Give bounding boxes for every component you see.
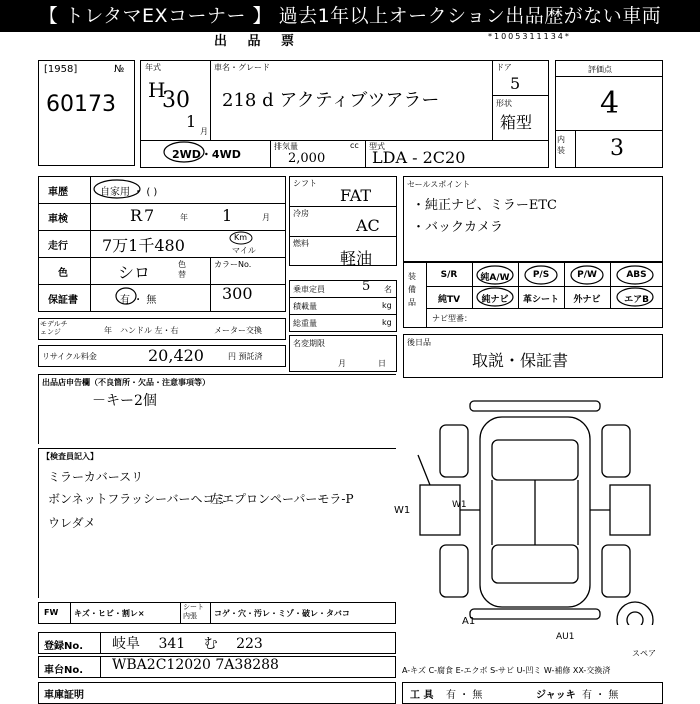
equipment-circles [426,262,663,308]
car-damage-diagram [400,395,670,625]
recycle-value: 20,420 [148,346,204,365]
name-label: 車名・グレード [214,63,270,72]
displacement-label: 排気量 [274,142,298,151]
seller-notes-label: 出品店申告欄（不良箇所・欠品・注意事項等） [42,378,210,387]
door-label: ドア [496,63,512,72]
garage-cert-label: 車庫証明 [44,690,84,701]
name-change-day: 日 [378,359,386,368]
history-value: 自家用 ・ ( ) [100,187,158,198]
color-change: 色替 [178,260,186,279]
warranty-circle [114,286,138,306]
model-change-meter: メーター交換 [214,326,262,335]
gross-label: 総重量 [293,319,317,328]
chassis-value: WBA2C12020 7A38288 [112,657,279,673]
sheet-barcode-text: *1005311134* [488,32,571,41]
warranty-options: 有 ・ 無 [120,295,157,306]
capacity-value: 5 [362,279,371,294]
gross-unit: kg [382,318,392,327]
name-change-label: 名変期限 [293,339,325,348]
equip-navi: 純ナビ [481,295,509,305]
tools-label: 工 具 [410,690,434,701]
inspector-line3: ウレダメ [48,516,96,530]
mileage-circle [228,230,254,246]
documents-value: 取説・保証書 [472,351,569,370]
year-value: 30 [162,88,190,113]
banner-title: 【 トレタマEXコーナー 】 過去1年以上オークション出品歴がない車両 [0,0,700,32]
documents-label: 後日品 [407,338,431,347]
grade-value: 4 [600,86,620,121]
color-label: 色 [58,268,68,279]
inspection-year: 7 [144,206,155,225]
damage-legend: A-キズ C-腐食 E-エクボ S-サビ U-凹ミ W-補修 XX-交換済 [402,666,611,675]
fw-seat-label: シート内張 [183,603,204,620]
tools-row [402,682,663,704]
load-label: 積載量 [293,302,317,311]
inspector-line2: ボンネットフラッシーバーヘコミ [48,492,227,506]
year-era: H [148,78,166,102]
equip-pw: P/W [577,270,597,280]
model-change-handle: ハンドル 左・右 [120,326,179,335]
shape-value: 箱型 [500,113,533,132]
drive-options: 2WD・4WD [172,148,241,161]
capacity-label: 乗車定員 [293,285,325,294]
grade-label: 評価点 [588,65,612,74]
model-change-label: モデルチェンジ [40,320,68,336]
history-label: 車歴 [48,187,68,198]
sales-label: セールスポイント [407,180,471,189]
inspection-era: R [130,206,143,225]
history-circle [92,178,142,200]
equip-ext-navi: 外ナビ [573,295,601,305]
mileage-unit-km: Km [234,233,248,242]
diagram-mark-w: W1 [394,505,411,516]
equip-sr: S/R [440,270,458,280]
lot-number: 60173 [46,92,116,117]
fw-seat-items: コゲ・穴・汚レ・ミゾ・破レ・タバコ [214,609,350,618]
year-month-unit: 月 [200,127,208,136]
inspector-label: 【検査員記入】 [42,452,98,461]
displacement-unit: cc [350,141,359,150]
interior-label: 内装 [557,135,565,155]
garage-cert-row [38,682,396,704]
diagram-mark-a: A1 [462,616,476,627]
tools-options: 有 ・ 無 [446,690,483,701]
ac-label: 冷房 [293,209,309,218]
model-change-year: 年 [104,326,112,335]
equip-ps: P/S [532,270,550,280]
inspector-line4: 左エプロンペーパーモラ-P [210,492,354,506]
equipment-label: 装備品 [408,272,416,307]
shape-label: 形状 [496,99,512,108]
diagram-mark-w-front: W1 [452,500,467,510]
inspection-month: 1 [222,206,233,225]
equip-leather: 革シート [522,295,559,305]
recycle-unit: 円 預託済 [228,352,263,361]
color-no-value: 300 [222,284,253,303]
inspector-line1: ミラーカバースリ [48,470,144,484]
lot-no-label: № [114,64,125,75]
interior-value: 3 [610,136,624,161]
equip-tv: 純TV [437,295,461,305]
displacement-value: 2,000 [288,151,326,166]
fuel-label: 燃料 [293,239,309,248]
door-value: 5 [510,74,521,93]
sales-line2: ・バックカメラ [412,220,504,235]
jack-options: 有 ・ 無 [582,690,619,701]
diagram-spare: スペア [632,649,656,658]
color-value: シロ [118,263,151,282]
warranty-label: 保証書 [48,295,78,306]
recycle-label: リサイクル料金 [42,352,97,361]
sales-line1: ・純正ナビ、ミラーETC [412,198,557,213]
year-label: 年式 [145,63,161,72]
ac-value: AC [356,216,380,235]
sheet-title: 出 品 票 [214,34,303,49]
registration-value: 岐阜 341 む 223 [112,636,263,652]
inspection-year-unit: 年 [180,213,188,222]
mileage-unit-mile: マイル [232,246,256,255]
equip-airbag: エアB [624,295,649,305]
color-no-label: カラーNo. [214,260,252,269]
mileage-value: 7万1千480 [102,236,185,255]
shift-label: シフト [293,179,317,188]
fuel-value: 軽油 [340,249,373,268]
chassis-label: 車台No. [44,665,84,676]
seller-notes-value: －キー2個 [92,393,157,409]
load-unit: kg [382,301,392,310]
fw-label: FW [44,608,59,617]
name-change-month: 月 [338,359,346,368]
mileage-label: 走行 [48,241,68,252]
model-label: 型式 [369,142,385,151]
navi-model-label: ナビ型番： [432,314,472,323]
inspection-label: 車検 [48,214,68,225]
jack-label: ジャッキ [536,690,576,701]
lot-code: [1958] [44,64,78,75]
diagram-mark-au: AU1 [556,632,575,642]
name-value: 218 d アクティブツアラー [222,90,440,111]
equip-abs: ABS [626,270,647,280]
capacity-unit: 名 [384,285,392,294]
inspection-month-unit: 月 [262,213,270,222]
fw-items: キズ・ヒビ・割レ× [74,609,145,618]
drive-circle [162,140,206,164]
shift-value: FAT [340,186,372,205]
model-value: LDA - 2C20 [372,148,466,167]
registration-label: 登録No. [44,641,84,652]
equip-alloy: 純A/W [480,273,510,283]
year-month: 1 [186,112,197,131]
